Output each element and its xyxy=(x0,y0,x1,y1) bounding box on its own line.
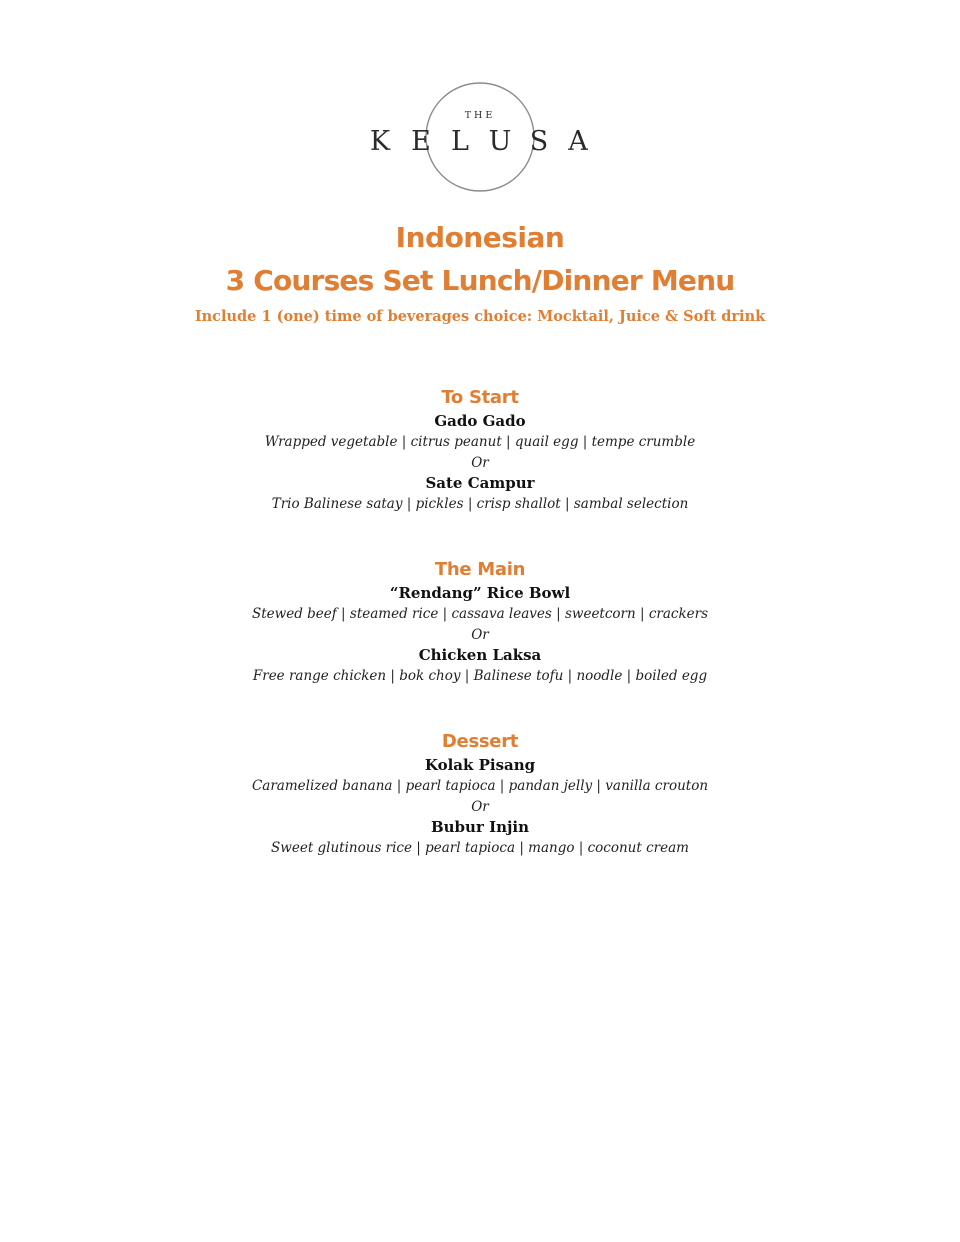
section-title: To Start xyxy=(441,387,519,408)
section-the-main xyxy=(0,557,960,687)
logo-letter-s: S xyxy=(529,126,549,157)
logo-letter-k: K xyxy=(369,126,391,157)
dish-description: Caramelized banana | pearl tapioca | pandan jelly | vanilla crouton xyxy=(251,778,709,794)
menu-title-cuisine: Indonesian xyxy=(395,221,565,254)
logo-top-word: THE xyxy=(464,110,496,121)
logo-letter-a: A xyxy=(568,126,588,157)
dish-description: Trio Balinese satay | pickles | crisp shallot | sambal selection xyxy=(271,496,689,512)
dish-name: “Rendang” Rice Bowl xyxy=(389,584,571,602)
or-separator: Or xyxy=(471,455,489,471)
section-title: Dessert xyxy=(441,731,519,752)
kelusa-logo xyxy=(350,78,610,196)
dish-name: Bubur Injin xyxy=(430,818,530,836)
dish-name: Chicken Laksa xyxy=(418,646,542,664)
or-separator: Or xyxy=(471,799,489,815)
logo-letter-u: U xyxy=(488,126,512,157)
dish-description: Stewed beef | steamed rice | cassava leaves | sweetcorn | crackers xyxy=(252,606,708,622)
dish-description: Free range chicken | bok choy | Balinese tofu | noodle | boiled egg xyxy=(252,668,708,684)
logo-letter-l: L xyxy=(451,126,469,157)
dish-description: Sweet glutinous rice | pearl tapioca | mango | coconut cream xyxy=(271,840,689,856)
section-to-start xyxy=(0,385,960,515)
menu-title-set: 3 Courses Set Lunch/Dinner Menu xyxy=(225,264,735,297)
logo-letter-e: E xyxy=(411,126,431,157)
section-dessert xyxy=(0,729,960,859)
or-separator: Or xyxy=(471,627,489,643)
menu-header xyxy=(0,218,960,330)
dish-name: Gado Gado xyxy=(434,412,526,430)
logo-emblem xyxy=(350,78,610,196)
menu-subtitle-beverages: Include 1 (one) time of beverages choice: Mocktail, Juice & Soft drink xyxy=(194,308,766,325)
section-title: The Main xyxy=(434,559,526,580)
dish-name: Kolak Pisang xyxy=(424,756,536,774)
logo-circle xyxy=(426,83,534,191)
dish-name: Sate Campur xyxy=(425,474,535,492)
dish-description: Wrapped vegetable | citrus peanut | quail egg | tempe crumble xyxy=(264,434,696,450)
